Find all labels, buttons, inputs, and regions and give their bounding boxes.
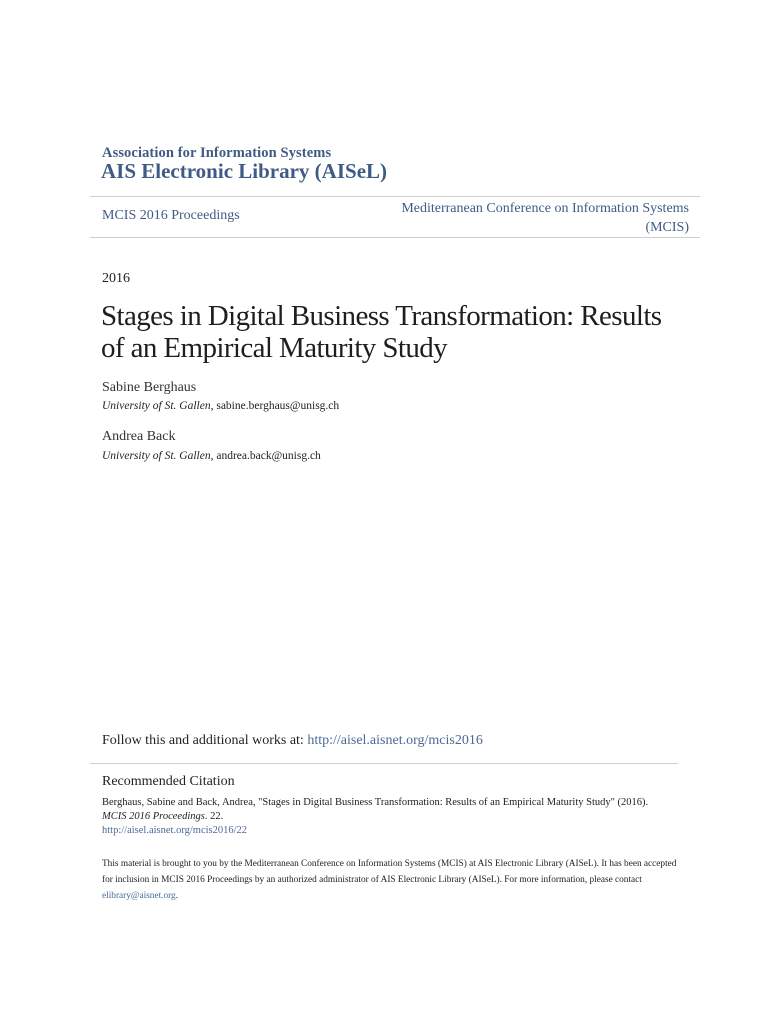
contact-email-link[interactable]: elibrary@aisnet.org — [102, 891, 176, 901]
follow-url-link[interactable]: http://aisel.aisnet.org/mcis2016 — [307, 733, 483, 748]
header-divider-top — [90, 196, 700, 197]
follow-label: Follow this and additional works at: — [102, 733, 308, 748]
author-affiliation — [102, 400, 339, 412]
notice-end: . — [175, 891, 179, 901]
separator: , — [210, 450, 217, 462]
author-name: Andrea Back — [102, 429, 176, 444]
paper-title — [101, 300, 671, 364]
author-affiliation — [102, 450, 321, 462]
citation-number: . 22. — [204, 811, 224, 822]
citation-url-link[interactable]: http://aisel.aisnet.org/mcis2016/22 — [102, 825, 248, 836]
citation-divider — [90, 763, 678, 764]
affiliation-name: University of St. Gallen — [102, 400, 211, 412]
citation-text: Berghaus, Sabine and Back, Andrea, "Stages in Digital Business Transformation: Results of an Empirical Maturity Study" (2016). — [102, 797, 649, 808]
separator: , — [210, 400, 217, 412]
affiliation-name: University of St. Gallen — [102, 450, 211, 462]
citation-heading: Recommended Citation — [102, 774, 235, 789]
title-line-1: Stages in Digital Business Transformation: Results — [101, 300, 662, 332]
proceedings-link[interactable]: MCIS 2016 Proceedings — [102, 208, 240, 223]
follow-line — [102, 733, 483, 749]
header-divider-bottom — [90, 237, 700, 238]
citation-body — [102, 796, 662, 838]
notice-text: This material is brought to you by the Mediterranean Conference on Information Systems (MCIS) at AIS Electronic Library (AISeL). It has been accepted for inclusion in MCIS 2016 Proceedings by an authorized administrator of AIS Electronic Library (AISeL). For more information, please contact — [102, 859, 677, 885]
author-name: Sabine Berghaus — [102, 380, 197, 395]
citation-venue: MCIS 2016 Proceedings — [102, 811, 205, 822]
publication-year: 2016 — [102, 271, 130, 286]
title-line-2: of an Empirical Maturity Study — [101, 332, 448, 364]
organization-name: Association for Information Systems — [102, 145, 332, 161]
availability-notice — [102, 856, 677, 904]
author-email[interactable]: andrea.back@unisg.ch — [216, 450, 321, 462]
library-name[interactable]: AIS Electronic Library (AISeL) — [101, 159, 388, 183]
conference-link[interactable] — [359, 199, 689, 237]
citation-venue-line — [102, 810, 662, 824]
author-email[interactable]: sabine.berghaus@unisg.ch — [216, 400, 340, 412]
conference-name: Mediterranean Conference on Information Systems — [401, 201, 689, 216]
conference-acronym: (MCIS) — [645, 220, 689, 235]
